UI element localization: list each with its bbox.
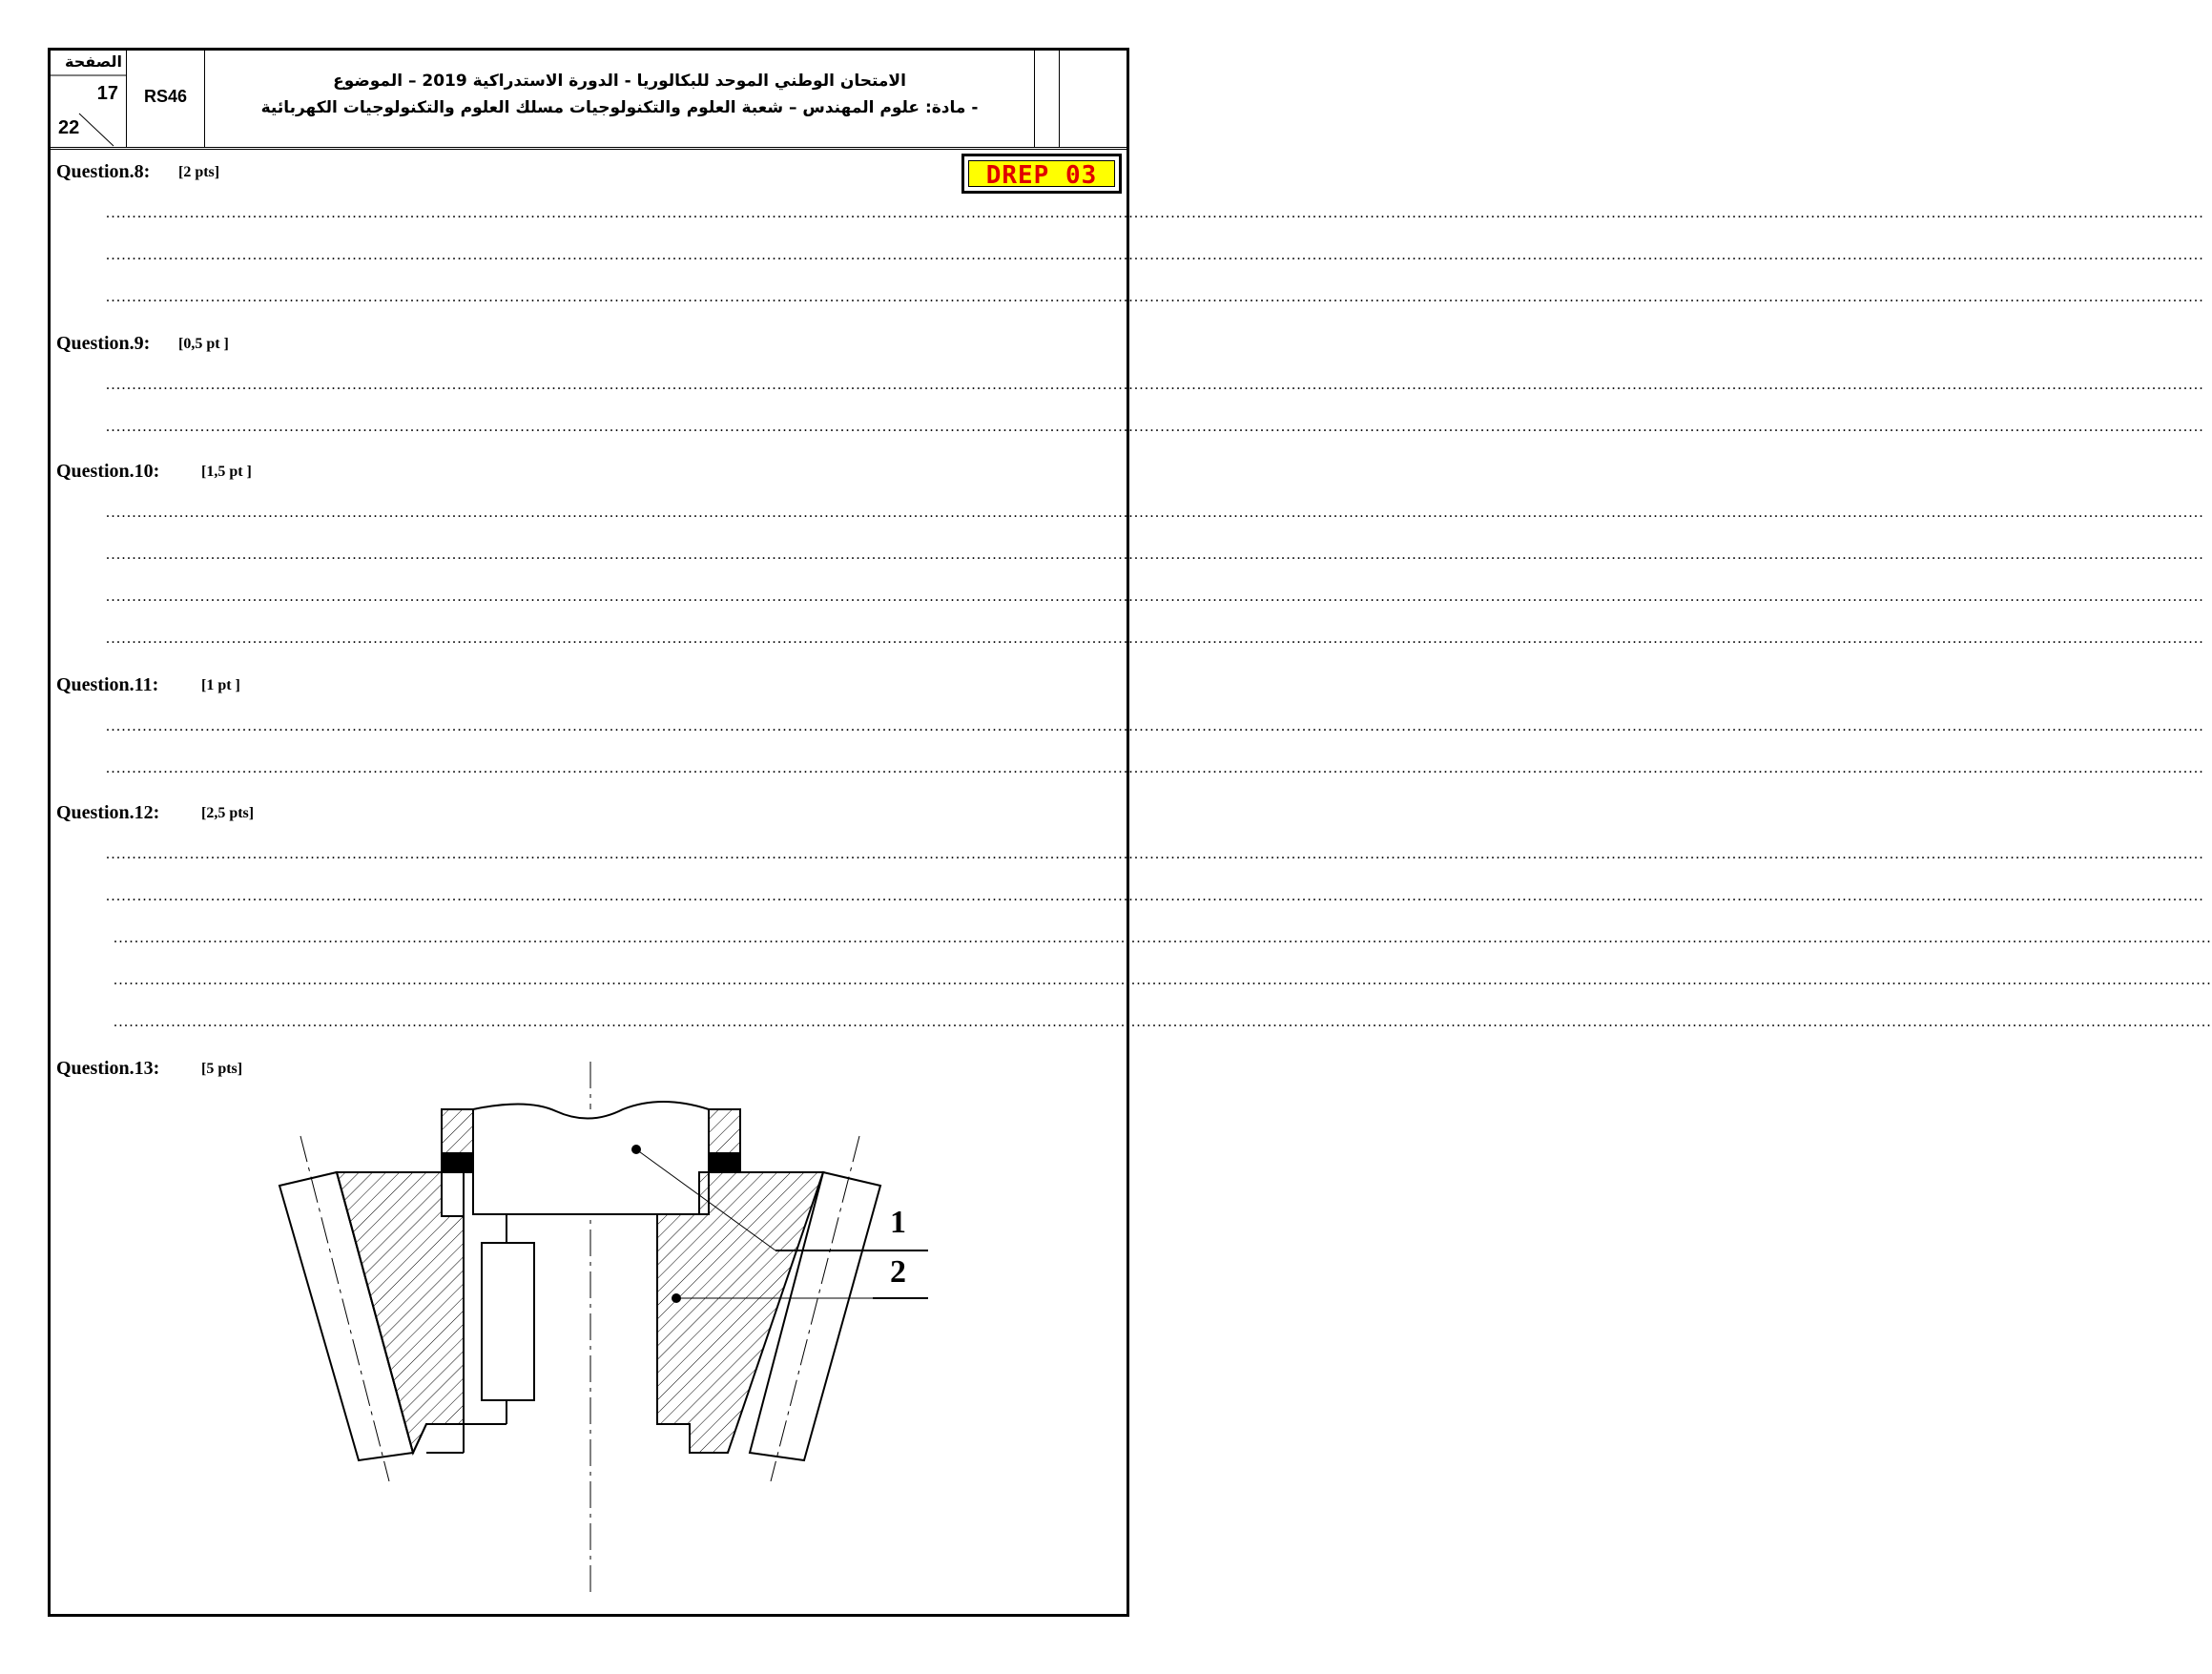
leader-dot-1 [631, 1145, 641, 1154]
exam-title-line-2: - مادة: علوم المهندس – شعبة العلوم والتكنولوجيات مسلك العلوم والتكنولوجيات الكهربائية [260, 98, 979, 117]
question-points: [0,5 pt ] [178, 336, 229, 352]
page-frame [48, 48, 2212, 1617]
exam-code: RS46 [143, 87, 188, 106]
question-label: Question.12: [56, 802, 160, 823]
answer-line[interactable]: ................................................................................................................................................................................................................................................................................................................................................................................................................ [106, 377, 2204, 393]
answer-line[interactable]: ................................................................................................................................................................................................................................................................................................................................................................................................................ [106, 888, 2204, 904]
question-points: [2,5 pts] [201, 805, 255, 821]
question-label: Question.8: [56, 161, 151, 182]
answer-line[interactable]: ................................................................................................................................................................................................................................................................................................................................................................................................................ [106, 630, 2204, 647]
answer-line[interactable]: ................................................................................................................................................................................................................................................................................................................................................................................................................ [106, 718, 2204, 734]
part-label-1: 1 [890, 1205, 906, 1240]
leader-dot-2 [672, 1293, 681, 1303]
answer-line[interactable]: ................................................................................................................................................................................................................................................................................................................................................................................................................ [106, 589, 2204, 605]
exam-title-line-1: الامتحان الوطني الموحد للبكالوريا - الدورة الاستدراكية 2019 – الموضوع [333, 72, 906, 91]
answer-line[interactable]: ................................................................................................................................................................................................................................................................................................................................................................................................................ [106, 846, 2204, 862]
answer-line[interactable]: ................................................................................................................................................................................................................................................................................................................................................................................................................ [106, 505, 2204, 521]
document-ref-label: DREP 03 [968, 160, 1115, 187]
question-points: [1,5 pt ] [201, 464, 252, 480]
answer-line[interactable]: ................................................................................................................................................................................................................................................................................................................................................................................................................ [106, 760, 2204, 776]
page-number: 17 [96, 83, 118, 104]
page-total: 22 [58, 117, 80, 138]
bearing-assembly-drawing [51, 51, 2212, 1620]
question-label: Question.10: [56, 461, 160, 482]
part-label-2: 2 [890, 1254, 906, 1290]
answer-line[interactable]: ................................................................................................................................................................................................................................................................................................................................................................................................................ [106, 419, 2204, 435]
question-points: [5 pts] [201, 1061, 243, 1077]
question-label: Question.11: [56, 674, 159, 695]
answer-line[interactable]: ................................................................................................................................................................................................................................................................................................................................................................................................................ [106, 247, 2204, 263]
answer-line[interactable]: ................................................................................................................................................................................................................................................................................................................................................................................................................ [114, 930, 2212, 946]
answer-line[interactable]: ................................................................................................................................................................................................................................................................................................................................................................................................................ [114, 1014, 2212, 1030]
answer-line[interactable]: ................................................................................................................................................................................................................................................................................................................................................................................................................ [106, 205, 2204, 221]
question-points: [1 pt ] [201, 677, 240, 693]
page-label: الصفحة [64, 52, 122, 71]
question-points: [2 pts] [178, 164, 220, 180]
question-label: Question.13: [56, 1058, 160, 1079]
answer-line[interactable]: ................................................................................................................................................................................................................................................................................................................................................................................................................ [106, 547, 2204, 563]
answer-line[interactable]: ................................................................................................................................................................................................................................................................................................................................................................................................................ [114, 972, 2212, 988]
answer-line[interactable]: ................................................................................................................................................................................................................................................................................................................................................................................................................ [106, 289, 2204, 305]
question-label: Question.9: [56, 333, 151, 354]
